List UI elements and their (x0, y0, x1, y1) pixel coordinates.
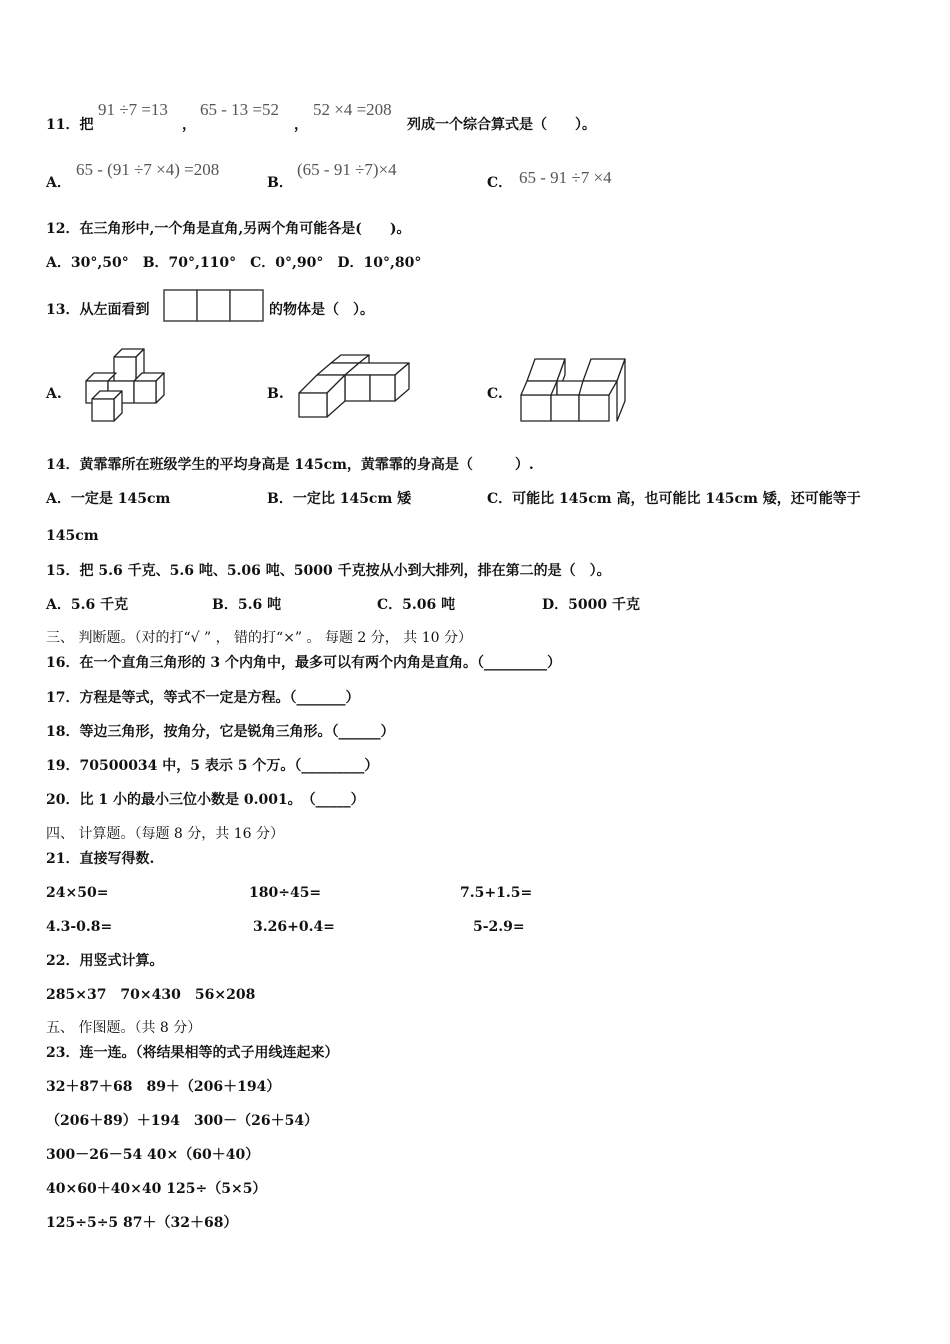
q11-comma1: ， (182, 117, 196, 133)
q11-option-c-label: C． (487, 175, 513, 191)
q13-option-b-label: B. (267, 386, 284, 402)
q23-row: 300－26－54 40×（60＋40） (46, 1147, 260, 1163)
q15-option-d: D．5000 千克 (542, 597, 640, 613)
q15-option-a: A．5.6 千克 (46, 597, 129, 613)
q15-option-b: B．5.6 吨 (212, 597, 282, 613)
q23-row: （206＋89）＋194 300－（26＋54） (46, 1113, 319, 1129)
q21-title: 21．直接写得数. (46, 851, 155, 867)
q13-option-a-label: A. (46, 386, 62, 402)
q20-text: 20．比 1 小的最小三位小数是 0.001。 （_____） (46, 792, 365, 808)
q18-text: 18．等边三角形，按角分，它是锐角三角形。（______） (46, 724, 395, 740)
q11-option-c-expr: 65 - 91 ÷7 ×4 (519, 168, 612, 187)
q22-items: 285×37 70×430 56×208 (46, 987, 256, 1003)
q23-row: 125÷5÷5 87＋（32＋68） (46, 1215, 238, 1231)
q11-expr1: 91 ÷7 =13 (98, 100, 168, 119)
q19-text: 19．70500034 中，5 表示 5 个万。（_________） (46, 758, 379, 774)
q15-option-c: C．5.06 吨 (377, 597, 456, 613)
q11-option-a-label: A． (46, 175, 71, 191)
cube-figure-a (76, 343, 180, 423)
q11-suffix: 列成一个综合算式是（ ）。 (407, 117, 596, 133)
left-view-figure (163, 289, 267, 323)
q21-item: 24×50= (46, 885, 109, 901)
q13-prefix: 13．从左面看到 (46, 302, 150, 318)
q11-prefix: 11．把 (46, 117, 94, 133)
q14-option-c: C．可能比 145cm 高，也可能比 145cm 矮，还可能等于 (487, 491, 861, 507)
q16-text: 16．在一个直角三角形的 3 个内角中，最多可以有两个内角是直角。（_________） (46, 655, 561, 671)
q22-title: 22．用竖式计算。 (46, 953, 164, 969)
q11-option-a-expr: 65 - (91 ÷7 ×4) =208 (76, 160, 220, 179)
q21-item: 180÷45= (249, 885, 322, 901)
section-5-heading: 五、 作图题。（共 8 分） (46, 1020, 202, 1036)
q13-suffix: 的物体是（ ）。 (269, 302, 374, 318)
q23-row: 32＋87＋68 89＋（206＋194） (46, 1079, 281, 1095)
q21-item: 7.5+1.5= (460, 885, 533, 901)
q14-continuation: 145cm (46, 528, 99, 544)
q17-text: 17．方程是等式，等式不一定是方程。（_______） (46, 690, 360, 706)
q21-item: 3.26+0.4= (253, 919, 335, 935)
q14-text: 14．黄霏霏所在班级学生的平均身高是 145cm，黄霏霏的身高是（ ）. (46, 457, 534, 473)
cube-figure-c (519, 355, 631, 425)
q21-item: 4.3-0.8= (46, 919, 113, 935)
q21-item: 5-2.9= (473, 919, 525, 935)
q11-comma2: ， (294, 117, 308, 133)
section-3-heading: 三、 判断题。（对的打“√ ” ， 错的打“×” 。 每题 2 分， 共 10 分） (46, 630, 472, 646)
q12-options: A．30°,50° B．70°,110° C．0°,90° D．10°,80° (46, 255, 422, 271)
q14-option-b: B．一定比 145cm 矮 (267, 491, 412, 507)
q11-option-b-expr: (65 - 91 ÷7)×4 (297, 160, 397, 179)
q13-option-c-label: C. (487, 386, 503, 402)
cube-figure-b (297, 351, 417, 421)
section-4-heading: 四、 计算题。（每题 8 分，共 16 分） (46, 826, 284, 842)
q12-text: 12．在三角形中,一个角是直角,另两个角可能各是( )。 (46, 221, 411, 237)
q14-option-a: A．一定是 145cm (46, 491, 171, 507)
q23-row: 40×60＋40×40 125÷（5×5） (46, 1181, 267, 1197)
q15-text: 15．把 5.6 千克、5.6 吨、5.06 吨、5000 千克按从小到大排列，排在第二的是（ ）。 (46, 563, 611, 579)
q11-option-b-label: B． (267, 175, 293, 191)
q11-expr3: 52 ×4 =208 (313, 100, 392, 119)
q23-title: 23．连一连。（将结果相等的式子用线连起来） (46, 1045, 339, 1061)
q11-expr2: 65 - 13 =52 (200, 100, 279, 119)
